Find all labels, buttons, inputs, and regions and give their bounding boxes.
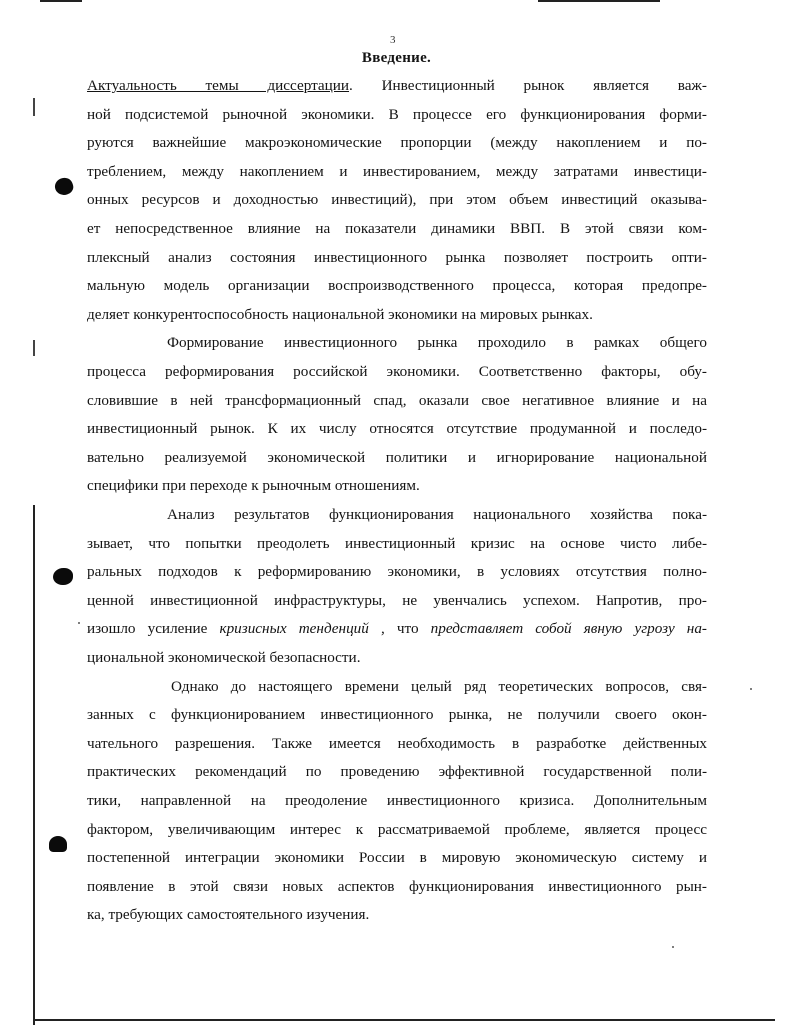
scan-speck [78,622,80,624]
text-span: тики, направленной на преодоление инвестиционного кризиса. Дополнительным [87,792,707,809]
text-line [87,877,707,897]
text-line [87,705,707,725]
scan-edge-line [35,1019,775,1021]
text-line [87,305,707,325]
scan-edge-line [33,505,35,1025]
text-span: руются важнейшие макроэкономические пропорции (между накоплением и по- [87,134,707,151]
text-line [87,391,707,411]
text-line [87,562,707,582]
text-line [87,848,707,868]
text-span: занных с функционированием инвестиционного рынка, не получили своего окон- [87,706,707,723]
text-span: появление в этой связи новых аспектов функционирования инвестиционного рын- [87,878,707,895]
page-title: Введение. [361,50,432,66]
text-line [87,534,707,554]
text-span: Формирование инвестиционного рынка проходило в рамках общего [167,334,707,351]
italic-text: представляет собой явную угрозу на- [430,620,707,637]
text-line [167,505,707,525]
scan-edge-line [538,0,660,2]
text-span: мальную модель организации воспроизводственного процесса, которая предопре- [87,277,707,294]
text-span: циональной экономической безопасности. [87,649,361,666]
page-number: 3 [390,34,396,46]
italic-text: кризисных тенденций [219,620,369,637]
text-line [87,105,707,125]
text-line [87,276,707,296]
text-line [171,677,707,697]
text-span: треблением, между накоплением и инвестированием, между затратами инвестици- [87,163,707,180]
scan-mark [33,98,35,116]
text-span: ет непосредственное влияние на показатели динамики ВВП. В этой связи ком- [87,220,707,237]
text-span: чательного разрешения. Также имеется необходимость в разработке действенных [87,735,707,752]
text-span: фактором, увеличивающим интерес к рассматриваемой проблеме, является процесс [87,821,707,838]
text-span: Однако до настоящего времени целый ряд теоретических вопросов, свя- [171,678,707,695]
text-line [87,190,707,210]
text-line [87,648,707,668]
text-line [87,419,707,439]
text-line [87,362,707,382]
text-span: ценной инвестиционной инфраструктуры, не увенчались успехом. Напротив, про- [87,592,707,609]
underlined-text: Актуальность темы диссертации [87,77,350,94]
text-span: ной подсистемой рыночной экономики. В процессе его функционирования форми- [87,106,707,123]
text-line [87,133,707,153]
text-line [87,619,707,639]
text-span: процесса реформирования российской экономики. Соответственно факторы, обу- [87,363,707,380]
text-line [87,791,707,811]
text-line [87,734,707,754]
text-span: практических рекомендаций по проведению эффективной государственной поли- [87,763,707,780]
scan-edge-line [40,0,82,2]
text-span: . Инвестиционный рынок является важ- [349,77,707,94]
text-span: онных ресурсов и доходностью инвестиций), при этом объем инвестиций оказыва- [87,191,707,208]
scan-mark [33,340,35,356]
ink-blot [53,175,76,197]
text-span: деляет конкурентоспособность национальной экономики на мировых рынках. [87,306,593,323]
ink-blot [53,568,73,585]
scan-speck [750,688,752,690]
text-line [87,219,707,239]
text-span: Анализ результатов функционирования национального хозяйства пока- [167,506,707,523]
text-line [87,448,707,468]
text-line [87,820,707,840]
text-line [167,333,707,353]
text-span: ка, требующих самостоятельного изучения. [87,906,370,923]
text-span: постепенной интеграции экономики России в мировую экономическую систему и [87,849,707,866]
scan-speck [672,946,674,948]
text-line [87,162,707,182]
ink-blot [49,836,67,852]
text-span: плексный анализ состояния инвестиционного рынка позволяет построить опти- [87,249,707,266]
text-span: зывает, что попытки преодолеть инвестиционный кризис на основе чисто либе- [87,535,707,552]
text-line [87,76,707,96]
text-line [87,591,707,611]
text-span: инвестиционный рынок. К их числу относятся отсутствие продуманной и последо- [87,420,707,437]
text-span: вательно реализуемой экономической политики и игнорирование национальной [87,449,707,466]
text-line [87,248,707,268]
text-span: изошло усиление [87,620,220,637]
text-span: специфики при переходе к рыночным отношениям. [87,477,420,494]
text-span: , что [368,620,431,637]
text-span: ральных подходов к реформированию экономики, в условиях отсутствия полно- [87,563,707,580]
text-line [87,905,707,925]
text-span: словившие в ней трансформационный спад, оказали свое негативное влияние и на [87,392,707,409]
text-line [87,476,707,496]
text-line [87,762,707,782]
